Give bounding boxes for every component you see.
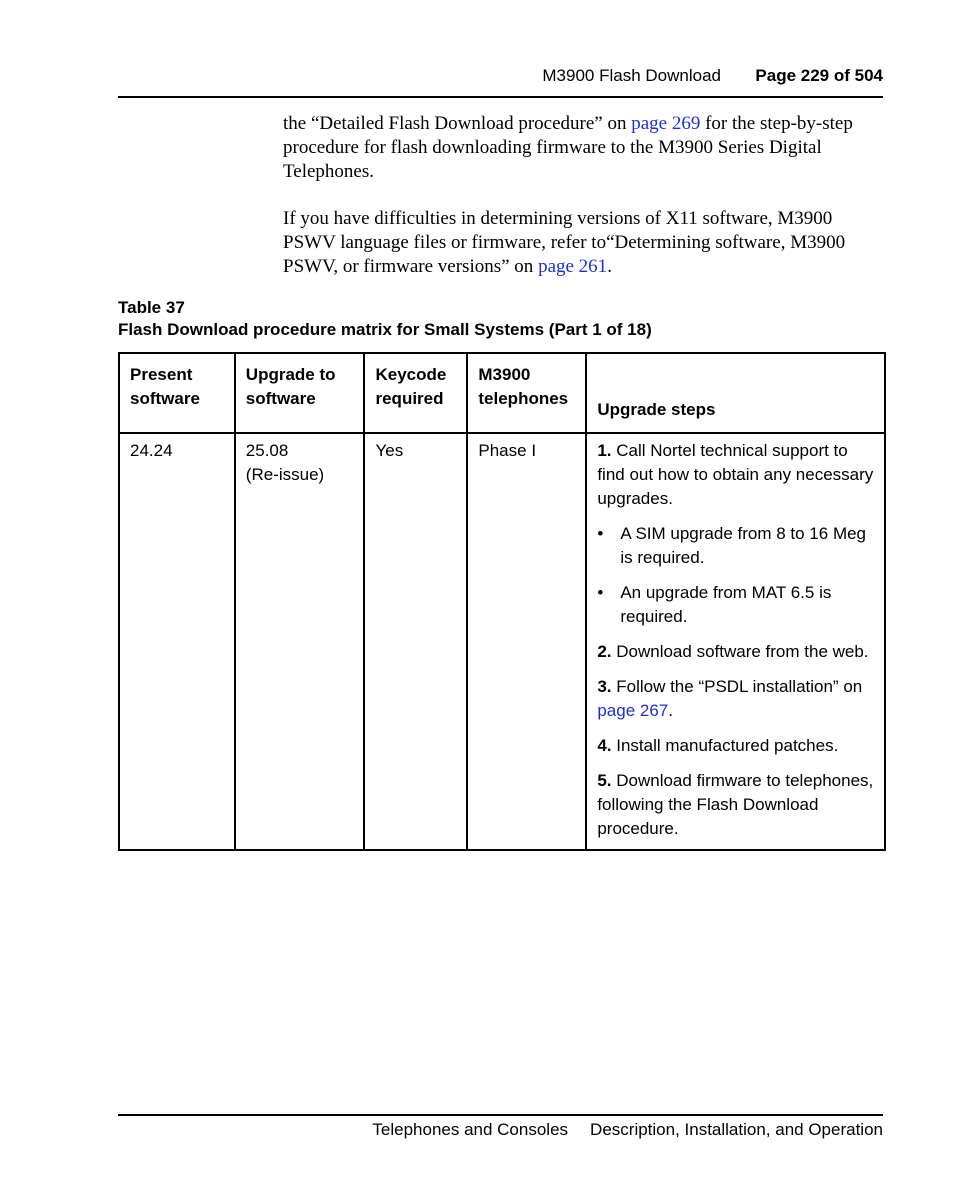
header-line: software <box>245 389 316 408</box>
header-line: software <box>130 389 200 408</box>
header-line: Present <box>130 365 193 384</box>
step-1 <box>597 439 874 511</box>
footer-left: Telephones and Consoles <box>372 1120 569 1139</box>
bullet-text: A SIM upgrade from 8 to 16 Meg is required. <box>620 524 867 567</box>
col-header-upgrade-steps: Upgrade steps <box>586 353 885 433</box>
step-text: Call Nortel technical support to find out how to obtain any necessary upgrades. <box>597 441 874 508</box>
table-title: Flash Download procedure matrix for Small Systems (Part 1 of 18) <box>118 320 652 339</box>
page-261-link[interactable]: page 261 <box>538 256 608 277</box>
header-line: telephones <box>478 389 569 408</box>
cell-upgrade-steps <box>586 433 885 850</box>
intro-paragraph-1 <box>283 112 883 184</box>
bullet-text: An upgrade from MAT 6.5 is required. <box>620 583 832 626</box>
step-number: 4. <box>597 736 612 755</box>
header-line: M3900 <box>478 365 531 384</box>
page-267-link[interactable]: page 267 <box>597 701 669 720</box>
cell-line: (Re-issue) <box>245 465 325 484</box>
intro-paragraph-2 <box>283 207 883 279</box>
footer-text <box>372 1120 883 1140</box>
col-header-present-software <box>119 353 235 433</box>
intro-p1-text-before: the “Detailed Flash Download procedure” on <box>283 113 632 134</box>
bullet-icon: • <box>597 583 604 602</box>
page-269-link[interactable]: page 269 <box>631 113 701 134</box>
table-caption <box>118 297 652 341</box>
step-text: Download firmware to telephones, following the Flash Download procedure. <box>597 771 874 838</box>
table-number: Table 37 <box>118 298 185 317</box>
step-text: Download software from the web. <box>611 642 869 661</box>
intro-p2-text-after: . <box>607 256 612 277</box>
step-3 <box>597 675 874 723</box>
procedure-matrix-table <box>118 352 886 851</box>
step-4 <box>597 734 874 758</box>
cell-m3900-telephones: Phase I <box>467 433 586 850</box>
step-5 <box>597 769 874 841</box>
step-text: Follow the “PSDL installation” on <box>611 677 863 696</box>
header-line: required <box>375 389 444 408</box>
step-2 <box>597 640 874 664</box>
intro-p1-text-after: for the step-by-step procedure for flash downloading firmware to the M3900 Series Digital Telephones. <box>283 113 853 182</box>
header-line: Keycode <box>375 365 447 384</box>
step-text: Install manufactured patches. <box>611 736 839 755</box>
table-row <box>119 433 885 850</box>
page-number: Page 229 of 504 <box>755 66 883 85</box>
col-header-upgrade-to-software <box>235 353 365 433</box>
bullet-item <box>597 581 874 629</box>
step-number: 5. <box>597 771 612 790</box>
col-header-keycode-required <box>364 353 467 433</box>
cell-present-software: 24.24 <box>119 433 235 850</box>
cell-keycode-required: Yes <box>364 433 467 850</box>
bullet-item <box>597 522 874 570</box>
intro-p2-text-before: If you have difficulties in determining versions of X11 software, M3900 PSWV language files or firmware, refer to“Determining software, M3900 PSWV, or firmware versions” on <box>283 208 846 277</box>
header-line: Upgrade to <box>245 365 336 384</box>
page-header <box>118 64 883 98</box>
step-number: 2. <box>597 642 612 661</box>
table-header-row <box>119 353 885 433</box>
page-footer <box>118 1114 883 1139</box>
step-text: . <box>668 701 673 720</box>
cell-upgrade-to-software <box>235 433 365 850</box>
step-number: 1. <box>597 441 612 460</box>
step-number: 3. <box>597 677 612 696</box>
col-header-m3900-telephones <box>467 353 586 433</box>
bullet-icon: • <box>597 524 604 543</box>
cell-line: 25.08 <box>245 441 289 460</box>
footer-right: Description, Installation, and Operation <box>590 1120 883 1139</box>
header-title: M3900 Flash Download <box>542 66 721 85</box>
